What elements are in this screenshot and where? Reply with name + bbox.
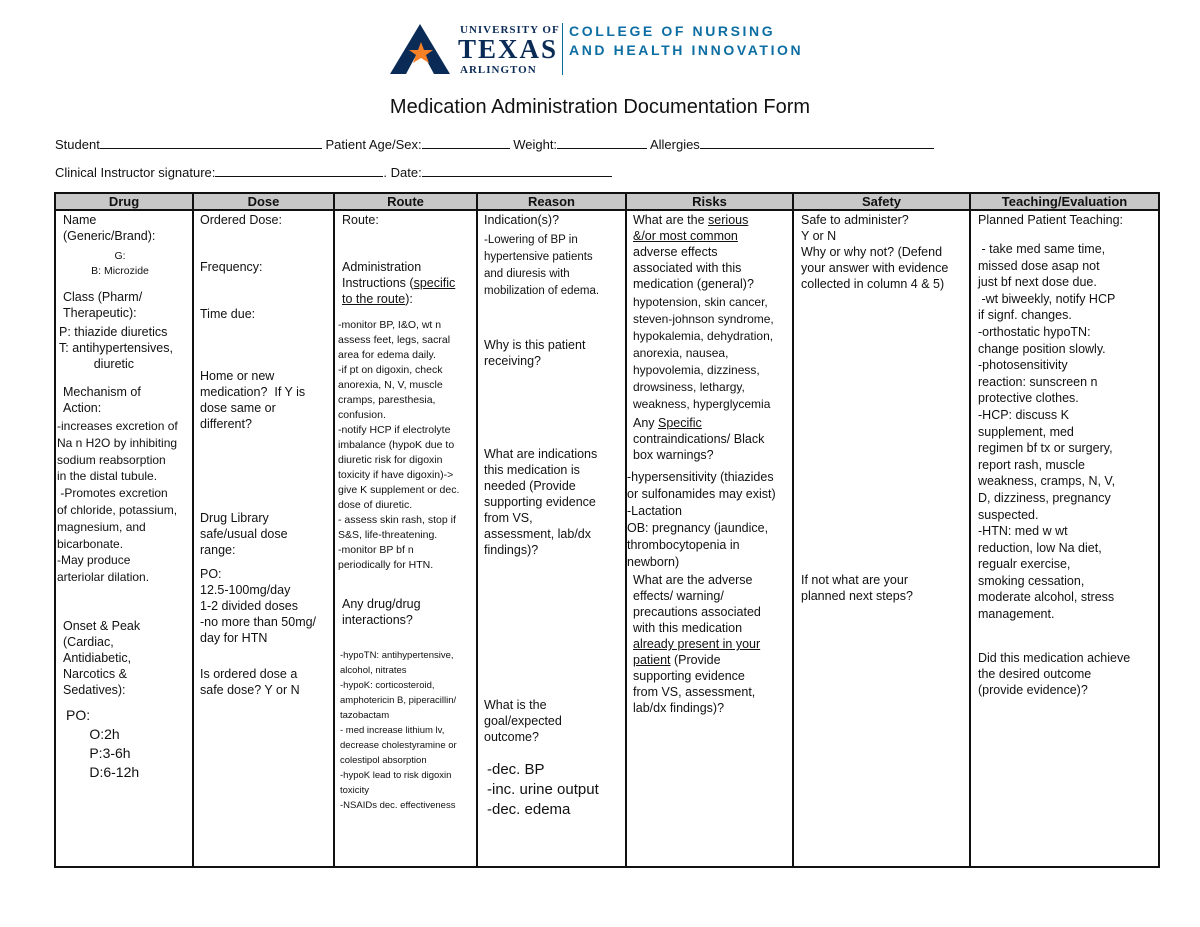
risks-serious-u2: &/or most common: [633, 229, 738, 243]
route-label: Route:: [342, 213, 379, 227]
header-safety: Safety: [794, 194, 969, 211]
column-divider: [792, 194, 794, 866]
logo-university-of: UNIVERSITY OF: [460, 24, 560, 36]
college-name: [569, 22, 803, 60]
route-admin-end: ):: [405, 292, 413, 306]
risks-adverse-pre: What are the adverse effects/ warning/ precautions associated with this medication: [633, 573, 761, 635]
student-info-line: [55, 136, 934, 152]
header-drug: Drug: [56, 194, 192, 211]
drug-mechanism-label: Mechanism of Action:: [63, 385, 141, 415]
column-divider: [969, 194, 971, 866]
weight-field[interactable]: [557, 136, 647, 149]
college-line-2: AND HEALTH INNOVATION: [569, 42, 804, 58]
drug-generic: G:: [114, 250, 126, 262]
instructor-label: Clinical Instructor signature:: [55, 165, 216, 180]
route-admin-underlined: specific to the route: [342, 276, 456, 306]
route-interactions-label: Any drug/drug interactions?: [342, 597, 421, 627]
risks-serious-u1: serious: [708, 213, 749, 227]
route-admin-value: -monitor BP, I&O, wt n assess feet, legs, sacral area for edema daily. -if pt on digoxin, check anorexia, N, V, muscle cramps, paresthesia, confusion. -notify HCP if electrolyte imbalance (hypoK due to diuretic risk for digoxin toxicity if have digoxin)-> give K supplement or dec. dose of diuretic. - assess skin rash, stop if S&S, life-threatening. -monitor BP bf n periodically for HTN.: [338, 319, 460, 571]
drug-class-value: P: thiazide diuretics T: antihypertensives, diuretic: [59, 325, 173, 371]
risks-specific-post: contraindications/ Black box warnings?: [633, 432, 765, 462]
header-risks: Risks: [627, 194, 792, 211]
weight-label: Weight:: [513, 137, 558, 152]
logo-arlington: ARLINGTON: [460, 64, 537, 76]
dose-range-value: PO: 12.5-100mg/day 1-2 divided doses -no more than 50mg/ day for HTN: [200, 567, 317, 645]
dose-time-due: Time due:: [200, 307, 256, 321]
patient-field[interactable]: [422, 136, 510, 149]
a-star-logo-icon: [388, 22, 452, 76]
dose-library: Drug Library safe/usual dose range:: [200, 511, 288, 557]
teaching-planned-label: Planned Patient Teaching:: [978, 213, 1124, 227]
safety-safe-to-administer: Safe to administer? Y or N Why or why not? (Defend your answer with evidence collected in column 4 & 5): [801, 213, 949, 291]
route-admin-instructions: [342, 259, 455, 307]
dose-safe: Is ordered dose a safe dose? Y or N: [200, 667, 300, 697]
teaching-outcome: Did this medication achieve the desired outcome (provide evidence)?: [978, 651, 1131, 697]
form-title: Medication Administration Documentation Form: [389, 96, 811, 118]
risks-specific-value: -hypersensitivity (thiazides or sulfonamides may exist) -Lactation OB: pregnancy (jaundice, thrombocytopenia in newborn): [627, 470, 776, 569]
header-teaching: Teaching/Evaluation: [971, 194, 1158, 211]
reason-indication-value: -Lowering of BP in hypertensive patients and diuresis with mobilization of edema.: [484, 234, 600, 297]
header-dose: Dose: [194, 194, 333, 211]
column-divider: [333, 194, 335, 866]
dose-ordered: Ordered Dose:: [200, 213, 282, 227]
column-divider: [192, 194, 194, 866]
reason-why-label: Why is this patient receiving?: [484, 338, 586, 368]
instructor-line: [55, 164, 612, 180]
date-field[interactable]: [422, 164, 612, 177]
instructor-signature-field[interactable]: [215, 164, 383, 177]
risks-serious-post: adverse effects associated with this medication (general)?: [633, 245, 754, 291]
risks-adverse-underlined: already present in your patient: [633, 637, 761, 667]
reason-goal-label: What is the goal/expected outcome?: [484, 698, 562, 744]
student-label: Student: [55, 137, 100, 152]
risks-serious-pre: What are the: [633, 213, 709, 227]
logo-divider: [562, 23, 563, 75]
column-divider: [476, 194, 478, 866]
safety-next-steps: If not what are your planned next steps?: [801, 573, 913, 603]
risks-specific-pre: Any: [633, 416, 659, 430]
date-label: . Date:: [383, 165, 422, 180]
risks-serious-question: [633, 212, 754, 292]
college-line-1: COLLEGE OF NURSING: [569, 23, 776, 39]
university-logo: [388, 20, 828, 80]
drug-name-label: Name (Generic/Brand):: [63, 213, 156, 243]
risks-specific-question: [633, 415, 764, 463]
drug-brand: B: Microzide: [91, 265, 149, 277]
drug-onset-value: PO: O:2h P:3-6h D:6-12h: [66, 707, 140, 780]
drug-onset-label: Onset & Peak (Cardiac, Antidiabetic, Narcotics & Sedatives):: [63, 619, 141, 697]
risks-adverse-post: (Provide supporting evidence from VS, assessment, lab/dx findings)?: [633, 653, 756, 715]
risks-serious-value: hypotension, skin cancer, steven-johnson syndrome, hypokalemia, dehydration, anorexia, nausea, hypovolemia, dizziness, drowsiness, lethargy, weakness, hyperglycemia: [633, 295, 774, 411]
reason-indication-label: Indication(s)?: [484, 213, 560, 227]
student-field[interactable]: [100, 136, 322, 149]
risks-adverse-question: [633, 572, 761, 716]
header-reason: Reason: [478, 194, 625, 211]
allergies-field[interactable]: [700, 136, 934, 149]
drug-mechanism-value: -increases excretion of Na n H2O by inhibiting sodium reabsorption in the distal tubule. -Promotes excretion of chloride, potassium, magnesium, and bicarbonate. -May produce arteriolar dilation.: [57, 419, 178, 585]
dose-frequency: Frequency:: [200, 260, 263, 274]
reason-goal-value: -dec. BP -inc. urine output -dec. edema: [487, 761, 599, 818]
allergies-label: Allergies: [649, 137, 700, 152]
logo-texas: TEXAS: [458, 34, 559, 64]
reason-indications-needed: What are indications this medication is needed (Provide supporting evidence from VS, assessment, lab/dx findings)?: [484, 447, 598, 557]
patient-label: Patient Age/Sex:: [325, 137, 422, 152]
teaching-planned-value: - take med same time, missed dose asap not just bf next dose due. -wt biweekly, notify HCP if signf. changes. -orthostatic hypoTN: change position slowly. -photosensitivity reaction: sunscreen n protective clothes. -HCP: discuss K supplement, med regimen bf tx or surgery, report rash, muscle weakness, cramps, N, V, D, dizziness, pregnancy suspected. -HTN: med w wt reduction, low Na diet, regualr exercise, smoking cessation, moderate alcohol, stress management.: [978, 242, 1116, 622]
risks-specific-u: Specific: [658, 416, 702, 430]
medication-table: [54, 192, 1160, 868]
route-admin-label: Administration Instructions (: [342, 260, 422, 290]
drug-class-label: Class (Pharm/ Therapeutic):: [63, 290, 143, 320]
header-route: Route: [335, 194, 476, 211]
route-interactions-value: -hypoTN: antihypertensive, alcohol, nitrates -hypoK: corticosteroid, amphotericin B, piperacillin/ tazobactam - med increase lithium lv, decrease cholestyramine or colestipol absorption -hypoK lead to risk digoxin toxicity -NSAIDs dec. effectiveness: [340, 650, 457, 811]
dose-home-new: Home or new medication? If Y is dose same or different?: [200, 369, 306, 431]
